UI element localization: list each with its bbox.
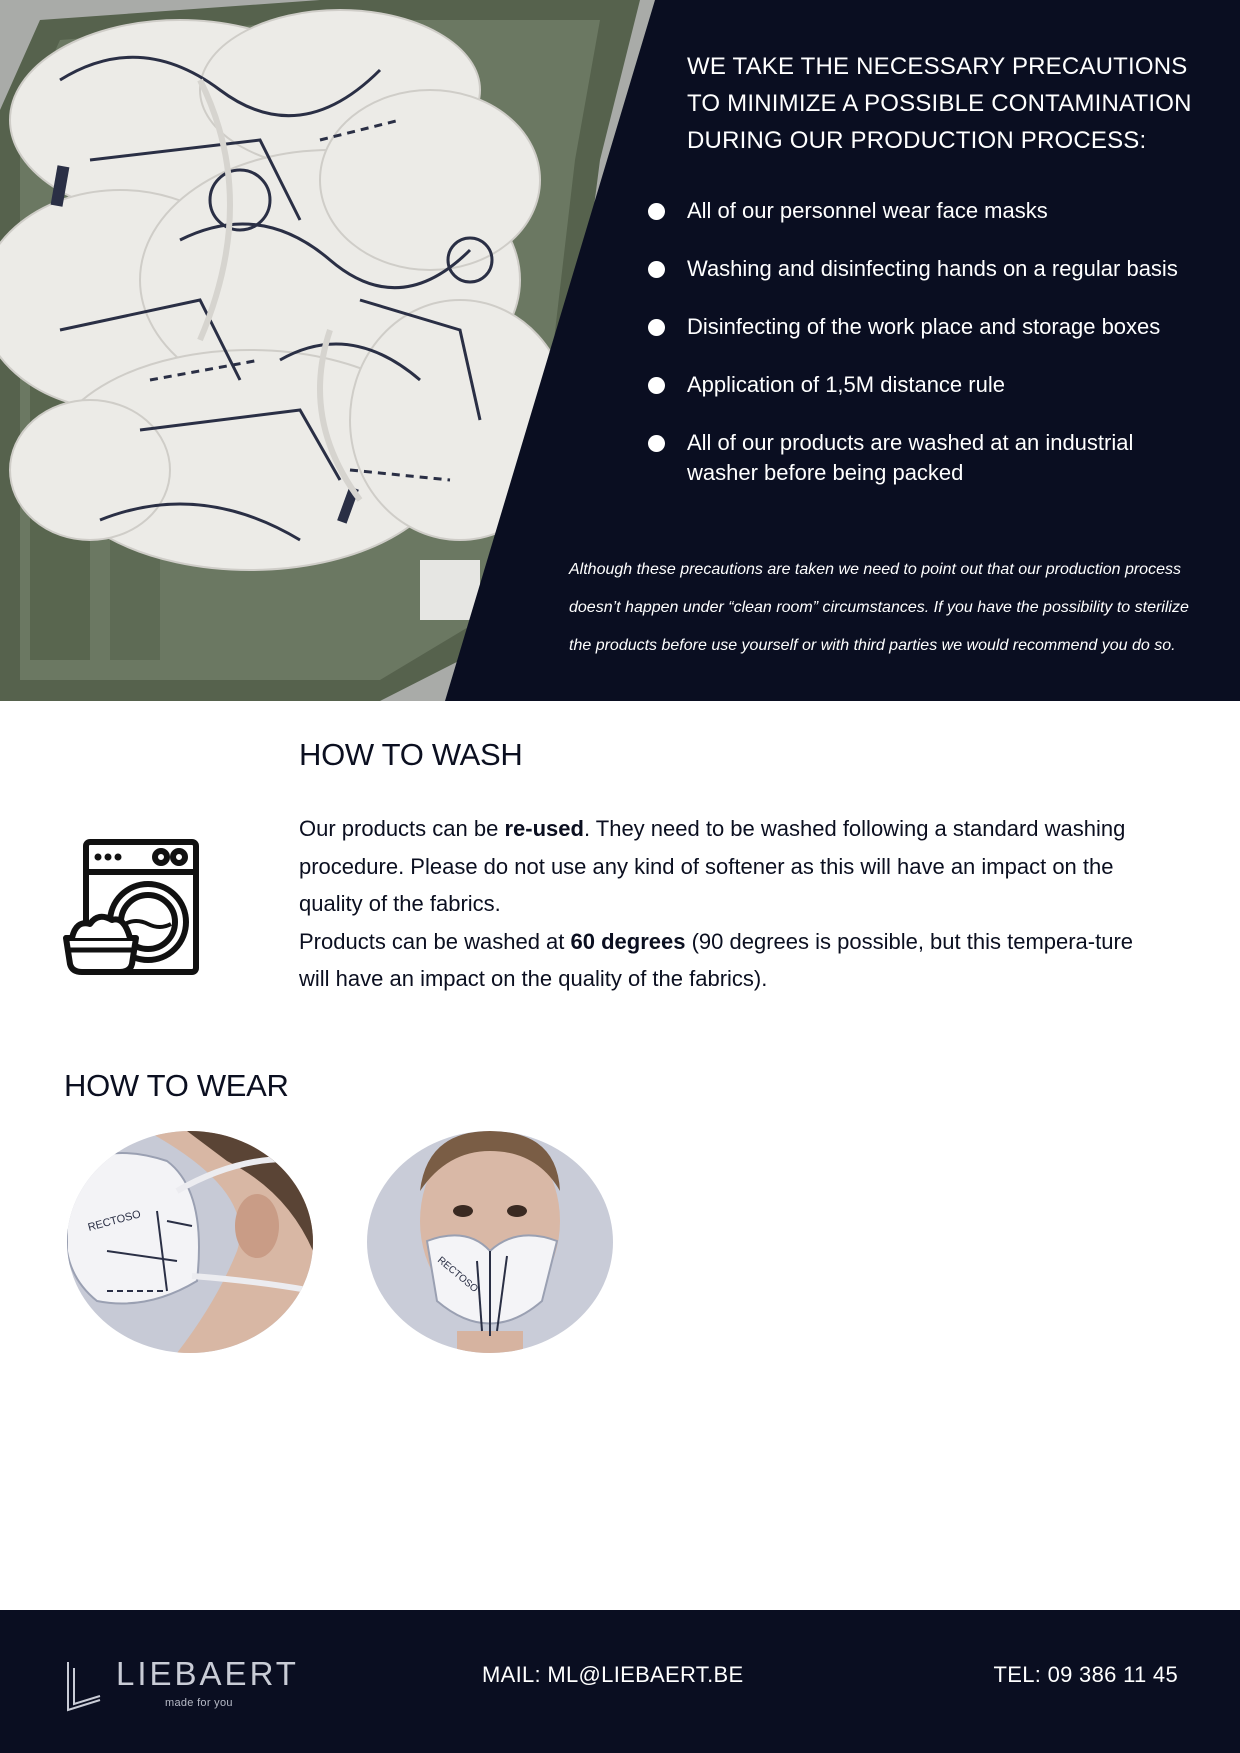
wash-text-part: . They need to be washed following a standard washing procedure. Please do not use any kind of softener as this will have an impact on the quality of the fabrics. — [299, 816, 1126, 916]
precautions-title — [687, 48, 1207, 159]
precaution-item — [645, 196, 1205, 226]
liebaert-logo-icon — [64, 1660, 104, 1714]
precaution-item — [645, 312, 1205, 342]
wash-text-part: (90 degrees is possible, but this tempera-ture will have an impact on the quality of the fabrics). — [299, 928, 1134, 991]
footer-phone[interactable]: TEL: 09 386 11 45 — [993, 1662, 1178, 1687]
washing-machine-icon — [62, 838, 202, 978]
precaution-text: All of our products are washed at an industrial washer before being packed — [687, 430, 1134, 485]
bullet-icon — [648, 435, 665, 452]
wash-instructions — [299, 810, 1159, 998]
logo-wordmark: LIEBAERT — [116, 1655, 299, 1692]
disclaimer-text: Although these precautions are taken we need to point out that our production process doesn’t happen under “clean room” circumstances. If you have the possibility to sterilize the products before use yourself or with third parties we would recommend you do so. — [569, 561, 1189, 654]
wash-text-part: Products can be washed at — [299, 928, 571, 954]
footer-email[interactable]: MAIL: ML@LIEBAERT.BE — [482, 1662, 744, 1687]
wash-highlight: 60 degrees — [570, 928, 686, 954]
precaution-text: Washing and disinfecting hands on a regular basis — [687, 256, 1178, 281]
wash-text-part: Our products can be — [299, 816, 505, 841]
mask-print-text: RECTOSO — [86, 1208, 143, 1234]
bullet-icon — [648, 203, 665, 220]
mask-print-text: RECTOSO — [435, 1254, 480, 1295]
precautions-hero — [0, 0, 1240, 701]
precaution-item — [645, 254, 1205, 284]
wash-highlight: re-used — [504, 816, 584, 841]
precaution-item — [645, 428, 1157, 488]
precaution-text: Disinfecting of the work place and storage boxes — [687, 314, 1161, 339]
mask-side-view-photo — [67, 1131, 313, 1353]
mask-front-view-photo — [367, 1131, 613, 1353]
how-to-wear-title: HOW TO WEAR — [64, 1068, 289, 1103]
precaution-text: All of our personnel wear face masks — [687, 198, 1048, 223]
precautions-title-line: TO MINIMIZE A POSSIBLE CONTAMINATION — [687, 90, 1192, 117]
precautions-title-line: DURING OUR PRODUCTION PROCESS: — [687, 127, 1147, 154]
logo-tagline: made for you — [165, 1697, 233, 1709]
bullet-icon — [648, 261, 665, 278]
precautions-title-line: WE TAKE THE NECESSARY PRECAUTIONS — [687, 53, 1188, 80]
precautions-list — [645, 196, 1205, 488]
precaution-text: Application of 1,5M distance rule — [687, 372, 1005, 397]
bullet-icon — [648, 319, 665, 336]
how-to-wash-title: HOW TO WASH — [299, 737, 523, 772]
bullet-icon — [648, 377, 665, 394]
precaution-item — [645, 370, 1205, 400]
